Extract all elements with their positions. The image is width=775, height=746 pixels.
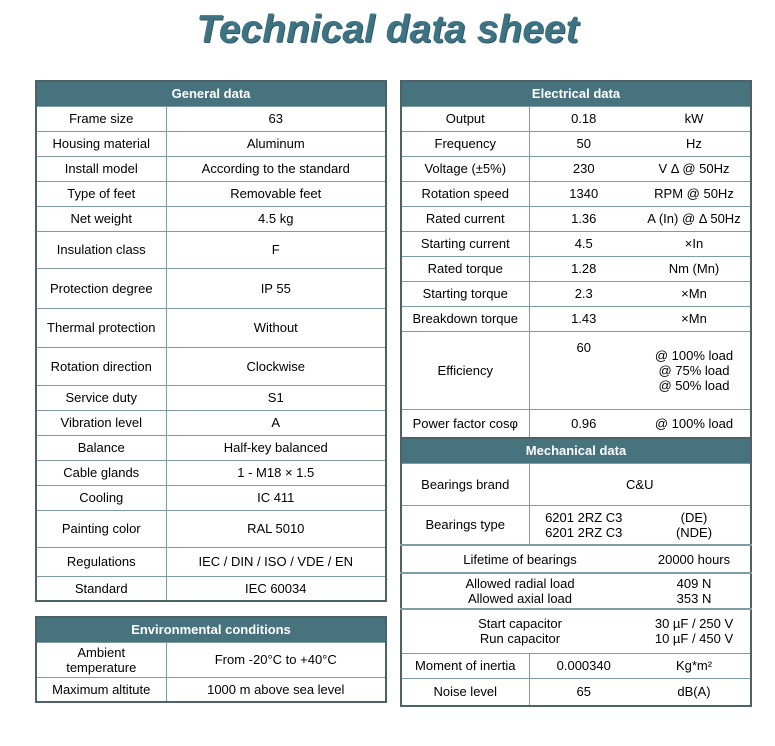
row-value: 4.5 kg [166,206,386,231]
row-label: Standard [36,576,166,601]
row-value: Clockwise [166,347,386,385]
table-row [401,231,751,256]
row-label: Moment of inertia [401,653,529,678]
general-data-table [35,80,387,602]
row-value: 1340 [529,181,638,206]
table-row [36,460,386,485]
row-label: Bearings brand [401,463,529,505]
row-value: 0.96 [529,409,638,438]
table-row [401,609,751,653]
row-value: 50 [529,131,638,156]
allowed-radial-load-label: Allowed radial load [465,576,575,591]
row-value: RAL 5010 [166,510,386,547]
table-row [36,510,386,547]
row-label: Breakdown torque [401,306,529,331]
table-row [401,573,751,609]
row-value: IEC / DIN / ISO / VDE / EN [166,547,386,576]
row-label: Maximum altitute [36,677,166,702]
efficiency-load-line: @ 75% load [658,362,730,378]
row-label: Housing material [36,131,166,156]
row-value: 230 [529,156,638,181]
bearing-type-nde: 6201 2RZ C3 [545,524,623,540]
row-label: Painting color [36,510,166,547]
row-label: Rated torque [401,256,529,281]
table-header-row [401,81,751,106]
row-label: Efficiency [401,331,529,409]
row-label: Cable glands [36,460,166,485]
row-label: Ambient temperature [36,642,166,677]
table-row [36,435,386,460]
row-label: Frame size [36,106,166,131]
row-unit: A (In) @ Δ 50Hz [638,206,751,231]
environmental-conditions-table [35,616,387,703]
row-label: Insulation class [36,231,166,268]
row-value: 60 [529,331,638,409]
row-value: IC 411 [166,485,386,510]
table-row [401,206,751,231]
table-row [36,156,386,181]
row-label: Rotation direction [36,347,166,385]
table-row [36,308,386,347]
start-capacitor-label: Start capacitor [478,616,562,632]
bearing-position-nde: (NDE) [675,524,713,540]
row-label: Balance [36,435,166,460]
row-unit: Nm (Mn) [638,256,751,281]
table-row [401,545,751,573]
row-value [638,609,751,653]
row-value: 20000 hours [638,545,751,573]
row-unit: ×Mn [638,306,751,331]
row-value: Half-key balanced [166,435,386,460]
row-value [529,505,638,545]
row-unit: ×Mn [638,281,751,306]
table-row [401,409,751,438]
table-row [401,306,751,331]
table-row [36,206,386,231]
table-header-row [36,617,386,642]
row-value: 1000 m above sea level [166,677,386,702]
row-unit: V Δ @ 50Hz [638,156,751,181]
row-label: Vibration level [36,410,166,435]
row-label: Rotation speed [401,181,529,206]
row-value: C&U [529,463,751,505]
row-unit [638,505,751,545]
table-row [36,576,386,601]
row-value: 63 [166,106,386,131]
row-label: Power factor cosφ [401,409,529,438]
row-label: Rated current [401,206,529,231]
mechanical-data-header: Mechanical data [401,438,751,463]
table-row [401,256,751,281]
bearing-position-de: (DE) [680,509,708,525]
row-value: 2.3 [529,281,638,306]
table-row [36,268,386,308]
row-unit [638,331,751,409]
table-row [401,678,751,706]
row-value: 1 - M18 × 1.5 [166,460,386,485]
row-value: F [166,231,386,268]
row-value: From -20°C to +40°C [166,642,386,677]
row-label: Thermal protection [36,308,166,347]
row-value: 1.28 [529,256,638,281]
bearing-type-de: 6201 2RZ C3 [545,509,623,525]
table-row [401,463,751,505]
row-value: A [166,410,386,435]
table-row [36,106,386,131]
row-label: Lifetime of bearings [401,545,638,573]
table-row [36,231,386,268]
row-value: Removable feet [166,181,386,206]
row-value: 1.36 [529,206,638,231]
environmental-conditions-header: Environmental conditions [36,617,386,642]
allowed-radial-load-value: 409 N [676,576,712,591]
row-label: Voltage (±5%) [401,156,529,181]
table-row [36,181,386,206]
row-value: 0.18 [529,106,638,131]
table-row [36,410,386,435]
table-row [401,505,751,545]
row-value: IEC 60034 [166,576,386,601]
run-capacitor-value: 10 µF / 450 V [654,631,734,647]
row-unit: dB(A) [638,678,751,706]
row-unit: ×In [638,231,751,256]
table-row [401,106,751,131]
start-capacitor-value: 30 µF / 250 V [654,616,734,632]
row-unit: kW [638,106,751,131]
row-label: Starting current [401,231,529,256]
row-label: Frequency [401,131,529,156]
table-row [36,131,386,156]
row-label [401,573,638,609]
row-label: Service duty [36,385,166,410]
table-header-row [401,438,751,463]
row-label: Install model [36,156,166,181]
row-value: IP 55 [166,268,386,308]
efficiency-load-line: @ 50% load [658,377,730,393]
table-row [36,347,386,385]
general-data-header: General data [36,81,386,106]
table-row [401,281,751,306]
row-value: S1 [166,385,386,410]
table-header-row [36,81,386,106]
row-value [638,573,751,609]
row-label [401,609,638,653]
table-row [36,485,386,510]
row-label: Cooling [36,485,166,510]
row-label: Protection degree [36,268,166,308]
table-row [36,385,386,410]
table-row [401,156,751,181]
row-value: Without [166,308,386,347]
efficiency-load-line: @ 100% load [654,347,734,363]
run-capacitor-label: Run capacitor [479,631,561,647]
row-value: 65 [529,678,638,706]
row-label: Regulations [36,547,166,576]
electrical-data-table [400,80,752,439]
row-unit: Hz [638,131,751,156]
row-label: Noise level [401,678,529,706]
row-label: Starting torque [401,281,529,306]
mechanical-data-table [400,437,752,707]
table-row [36,547,386,576]
row-value: 1.43 [529,306,638,331]
table-row [401,653,751,678]
table-row [401,181,751,206]
row-unit: Kg*m² [638,653,751,678]
row-label: Type of feet [36,181,166,206]
row-value: 0.000340 [529,653,638,678]
row-value: Aluminum [166,131,386,156]
electrical-data-header: Electrical data [401,81,751,106]
row-unit: @ 100% load [638,409,751,438]
row-unit: RPM @ 50Hz [638,181,751,206]
table-row [401,331,751,409]
table-row [36,677,386,702]
row-label: Bearings type [401,505,529,545]
table-row [36,642,386,677]
row-label: Output [401,106,529,131]
allowed-axial-load-label: Allowed axial load [467,591,573,606]
table-row [401,131,751,156]
row-value: 4.5 [529,231,638,256]
allowed-axial-load-value: 353 N [676,591,712,606]
row-value: According to the standard [166,156,386,181]
page-title: Technical data sheet [196,8,579,51]
row-label: Net weight [36,206,166,231]
